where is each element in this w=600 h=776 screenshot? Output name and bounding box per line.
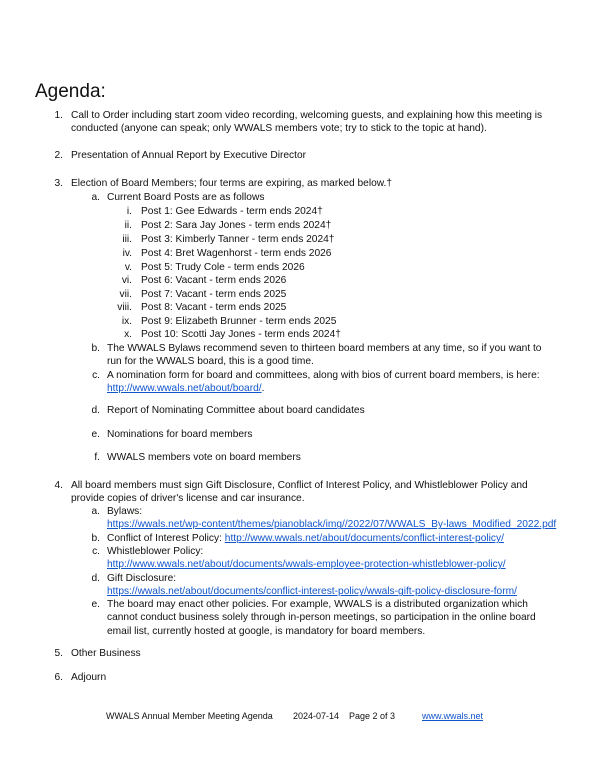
item-number: 4. bbox=[54, 480, 63, 491]
whistleblower-label: Whistleblower Policy: bbox=[107, 546, 204, 557]
post-text: Post 10: Scotti Jay Jones - term ends 2024† bbox=[141, 329, 341, 340]
item-number: 2. bbox=[54, 150, 63, 161]
post-text: Post 9: Elizabeth Brunner - term ends 2025 bbox=[141, 316, 337, 327]
nomination-form-text: A nomination form for board and committees, along with bios of current board members, is here: bbox=[107, 370, 540, 381]
post-text: Post 5: Trudy Cole - term ends 2026 bbox=[141, 262, 305, 273]
item-number: 1. bbox=[54, 110, 63, 121]
subitem-text bbox=[107, 572, 559, 599]
subitem-number: e. bbox=[91, 429, 100, 440]
post-number: vii. bbox=[119, 289, 132, 300]
subitem-number: a. bbox=[91, 506, 100, 517]
item-text: Call to Order including start zoom video recording, welcoming guests, and explaining how this meeting is conducted (anyone can speak; only WWALS members vote; try to stick to the topic at hand). bbox=[71, 110, 543, 135]
whistleblower-link[interactable]: http://www.wwals.net/about/documents/wwals-employee-protection-whistleblower-policy/ bbox=[107, 559, 506, 571]
subitem-text: The WWALS Bylaws recommend seven to thirteen board members at any time, so if you want to run for the WWALS board, this is a good time. bbox=[107, 343, 542, 368]
gift-disclosure-label: Gift Disclosure: bbox=[107, 573, 177, 584]
post-number: viii. bbox=[117, 302, 132, 313]
subitem-text bbox=[107, 545, 559, 572]
subitem-text: Report of Nominating Committee about board candidates bbox=[107, 405, 365, 416]
item-number: 3. bbox=[54, 178, 63, 189]
subitem-number: d. bbox=[91, 573, 100, 584]
item-text: Presentation of Annual Report by Executive Director bbox=[71, 150, 307, 161]
post-number: iv. bbox=[122, 248, 132, 259]
board-page-link[interactable]: http://www.wwals.net/about/board/ bbox=[107, 383, 262, 395]
subitem-number: e. bbox=[91, 599, 100, 610]
bylaws-link[interactable]: https://wwals.net/wp-content/themes/pianoblack/img//2022/07/WWALS_By-laws_Modified_2022.pdf bbox=[107, 519, 557, 531]
post-text: Post 8: Vacant - term ends 2025 bbox=[141, 302, 287, 313]
gift-disclosure-link[interactable]: https://wwals.net/about/documents/conflict-interest-policy/wwals-gift-policy-disclosure-form/ bbox=[107, 586, 517, 598]
period: . bbox=[261, 383, 265, 395]
post-number: ix. bbox=[121, 316, 132, 327]
item-number: 5. bbox=[54, 648, 63, 659]
post-text: Post 1: Gee Edwards - term ends 2024† bbox=[141, 206, 323, 217]
post-number: i. bbox=[126, 206, 132, 217]
footer-page-number: Page 2 of 3 bbox=[349, 711, 396, 721]
footer-site-link[interactable]: www.wwals.net bbox=[422, 711, 484, 721]
subitem-number: c. bbox=[92, 370, 100, 381]
post-number: v. bbox=[124, 262, 132, 273]
post-text: Post 3: Kimberly Tanner - term ends 2024† bbox=[141, 234, 335, 245]
item-text: All board members must sign Gift Disclosure, Conflict of Interest Policy, and Whistleblower Policy and provide copies of driver's license and car insurance. bbox=[71, 480, 528, 505]
subitem-text bbox=[107, 369, 559, 396]
post-text: Post 7: Vacant - term ends 2025 bbox=[141, 289, 287, 300]
conflict-policy-link[interactable]: http://www.wwals.net/about/documents/conflict-interest-policy/ bbox=[224, 533, 504, 544]
subitem-number: b. bbox=[91, 533, 100, 544]
footer-title: WWALS Annual Member Meeting Agenda bbox=[106, 711, 273, 721]
subitem-text bbox=[107, 505, 559, 532]
item-text: Adjourn bbox=[71, 672, 107, 683]
subitem-text: Nominations for board members bbox=[107, 429, 253, 440]
post-number: vi. bbox=[121, 275, 132, 286]
conflict-policy-label: Conflict of Interest Policy: bbox=[107, 533, 225, 544]
item-text: Election of Board Members; four terms are expiring, as marked below.† bbox=[71, 178, 393, 189]
post-number: ii. bbox=[124, 220, 132, 231]
post-text: Post 4: Bret Wagenhorst - term ends 2026 bbox=[141, 248, 332, 259]
subitem-text: WWALS members vote on board members bbox=[107, 452, 301, 463]
subitem-text: The board may enact other policies. For example, WWALS is a distributed organization which cannot conduct business solely through in-person meetings, so participation in the online board email list, currently hosted at google, is mandatory for board members. bbox=[107, 599, 536, 637]
footer-date: 2024-07-14 bbox=[293, 711, 340, 721]
subitem-text: Current Board Posts are as follows bbox=[107, 192, 265, 203]
subitem-text bbox=[107, 532, 559, 545]
item-text: Other Business bbox=[71, 648, 141, 659]
subitem-number: a. bbox=[91, 192, 100, 203]
bylaws-label: Bylaws: bbox=[107, 506, 143, 517]
page-title: Agenda: bbox=[35, 81, 106, 102]
post-number: x. bbox=[124, 329, 132, 340]
post-number: iii. bbox=[122, 234, 132, 245]
subitem-number: c. bbox=[92, 546, 100, 557]
post-text: Post 2: Sara Jay Jones - term ends 2024† bbox=[141, 220, 332, 231]
post-text: Post 6: Vacant - term ends 2026 bbox=[141, 275, 287, 286]
subitem-number: b. bbox=[91, 343, 100, 354]
subitem-number: f. bbox=[94, 452, 100, 463]
subitem-number: d. bbox=[91, 405, 100, 416]
item-number: 6. bbox=[54, 672, 63, 683]
